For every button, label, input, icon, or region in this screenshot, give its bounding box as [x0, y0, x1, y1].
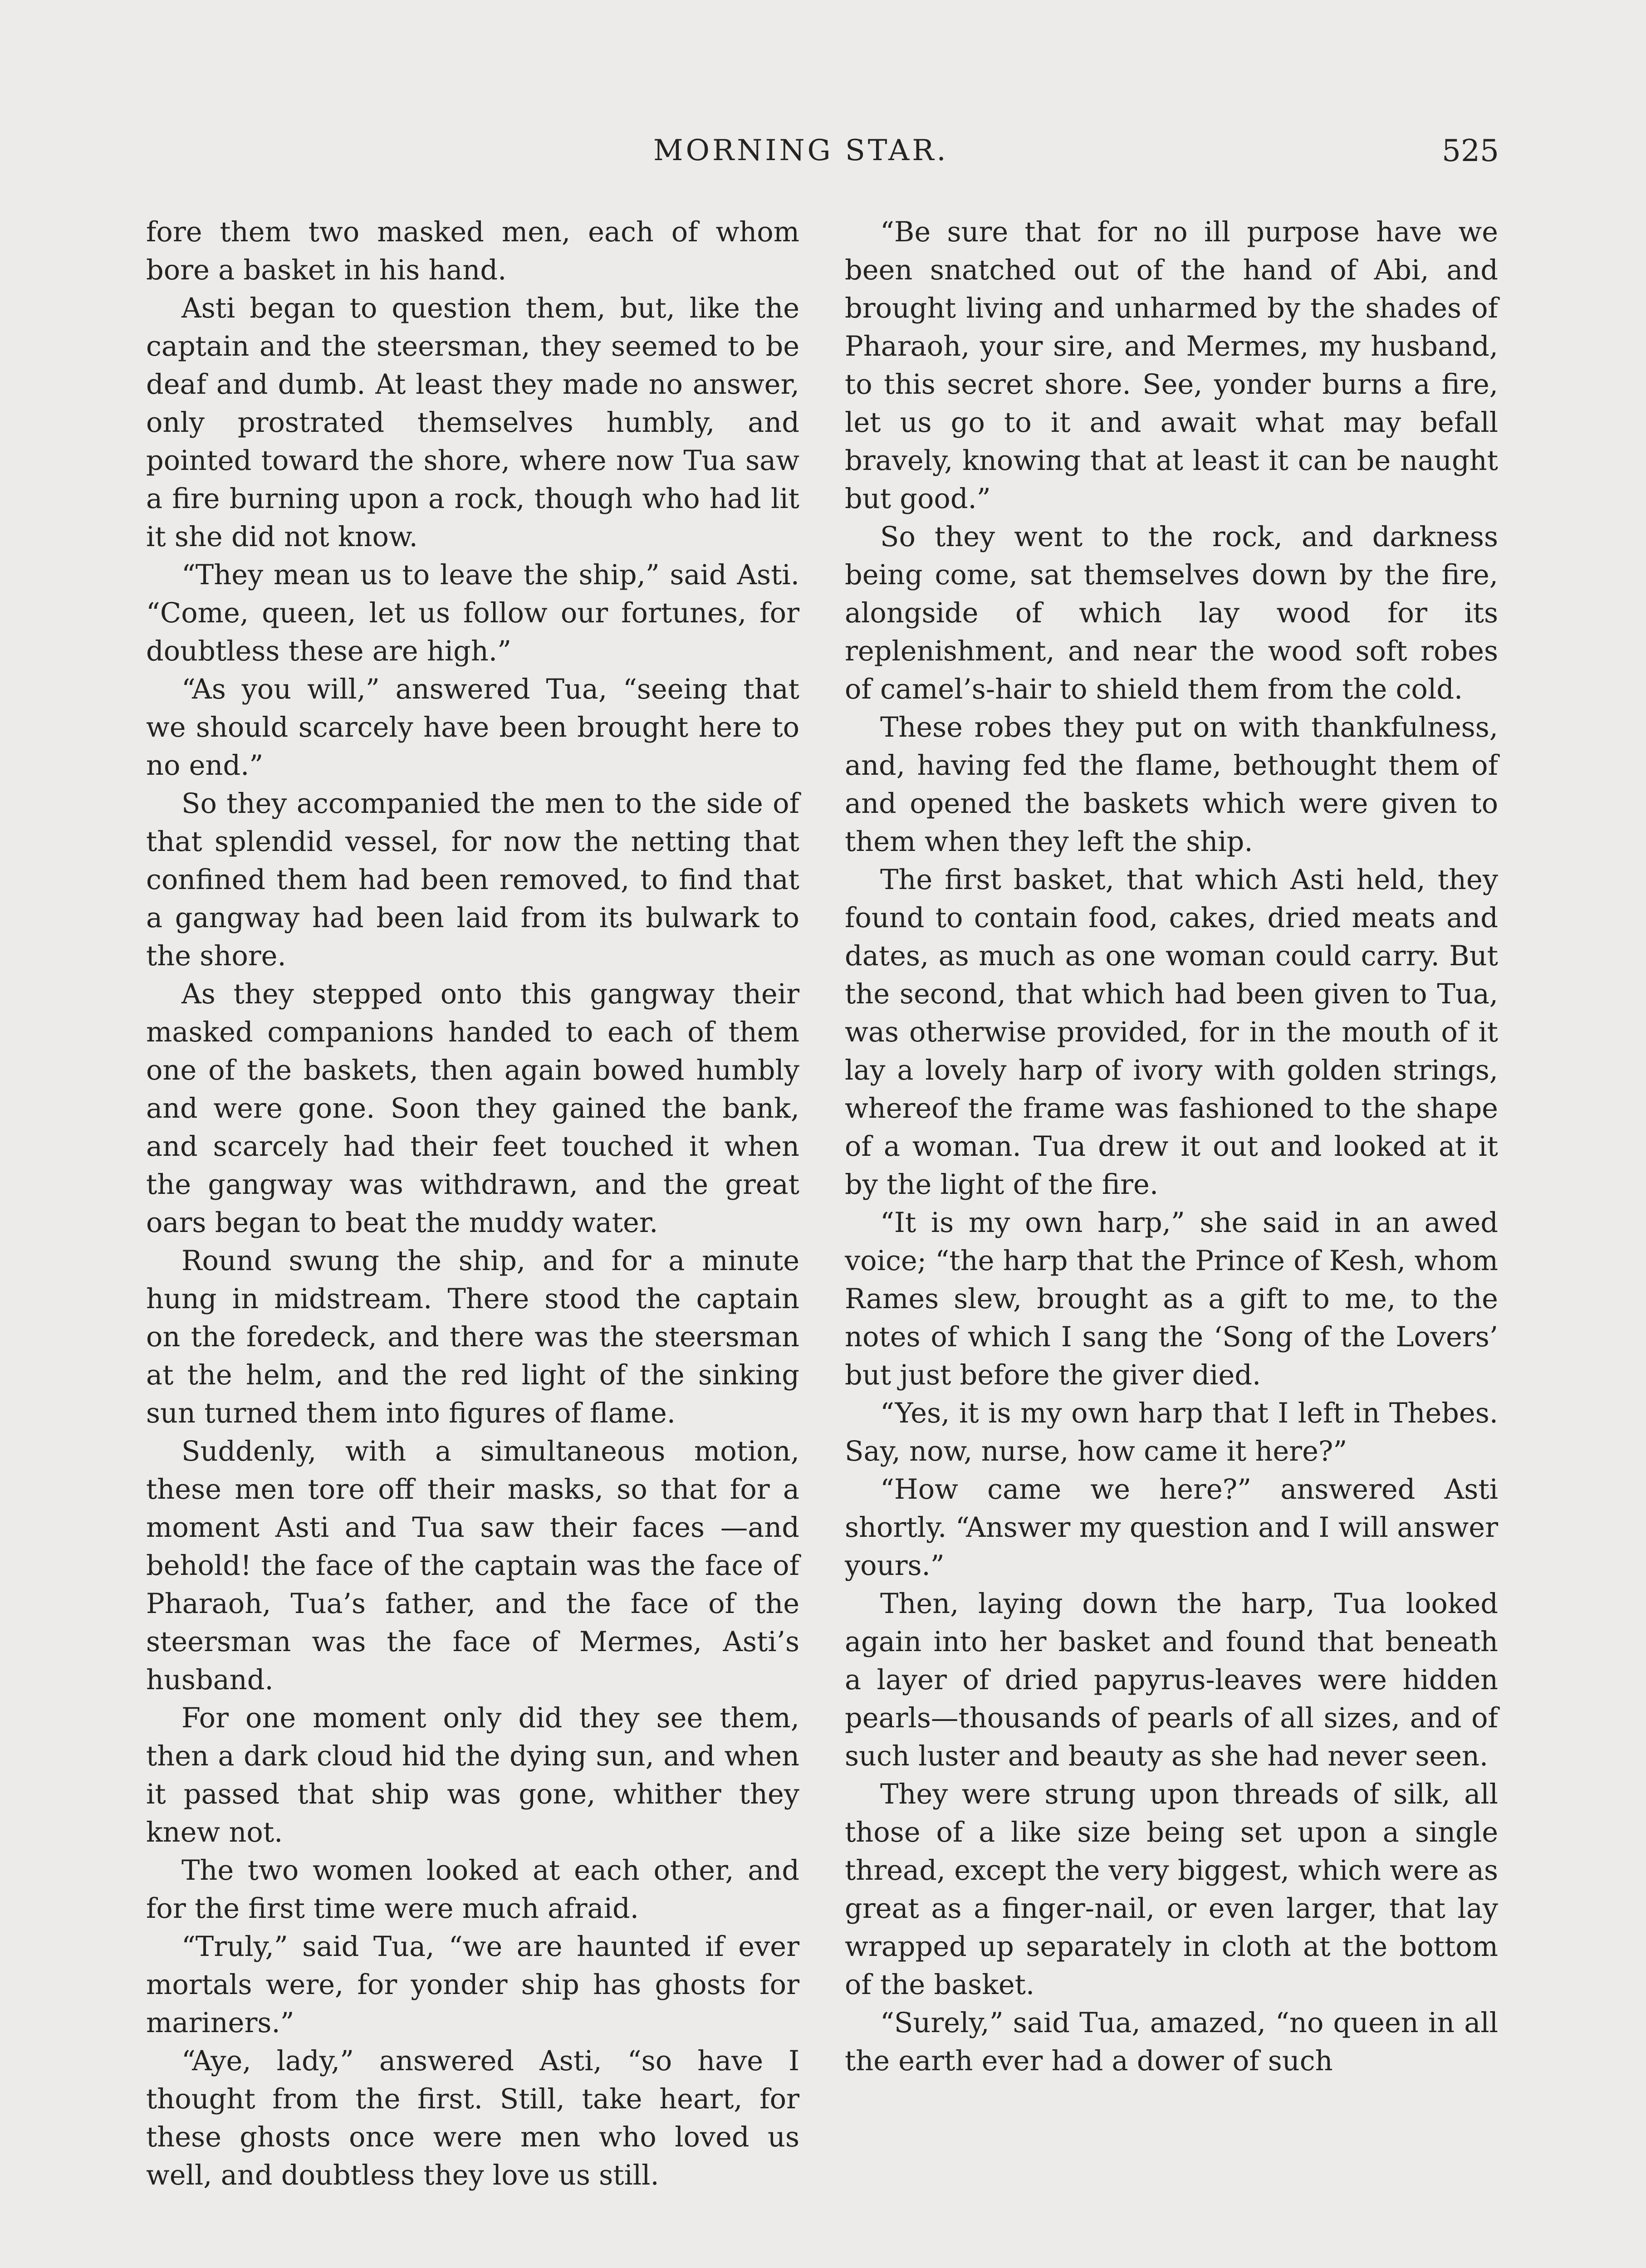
paragraph: “It is my own harp,” she said in an awed voice; “the harp that the Prince of Kesh, whom Rames slew, brought as a gift to me, to the notes of which I sang the ‘Song of the Lovers’ but just before the giver died. [845, 1207, 1498, 1391]
paragraph: Asti began to question them, but, like the captain and the steersman, they seemed to be deaf and dumb. At least they made no answer, only prostrated themselves humbly, and pointed toward the shore, where now Tua saw a fire burning upon a rock, though who had lit it she did not know. [146, 293, 799, 553]
paragraph: The first basket, that which Asti held, they found to contain food, cakes, dried meats and dates, as much as one woman could carry. But the second, that which had been given to Tua, was otherwise provided, for in the mouth of it lay a lovely harp of ivory with golden strings, whereof the frame was fashioned to the shape of a woman. Tua drew it out and looked at it by the light of the fire. [845, 864, 1498, 1201]
paragraph: Suddenly, with a simultaneous motion, these men tore off their masks, so that for a moment Asti and Tua saw their faces —and behold! the face of the captain was the face of Pharaoh, Tua’s father, and the face of the steersman was the face of Mermes, Asti’s husband. [146, 1436, 799, 1696]
paragraph: “How came we here?” answered Asti shortly. “Answer my question and I will answer yours.” [845, 1474, 1498, 1582]
paragraph: These robes they put on with thankfulness, and, having fed the flame, bethought them of and opened the baskets which were given to them when they left the ship. [845, 712, 1498, 858]
paragraph: “They mean us to leave the ship,” said Asti. “Come, queen, let us follow our fortunes, for doubtless these are high.” [146, 559, 799, 667]
paragraph: “Truly,” said Tua, “we are haunted if ever mortals were, for yonder ship has ghosts for mariners.” [146, 1931, 799, 2039]
paragraph: So they accompanied the men to the side of that splendid vessel, for now the netting that confined them had been removed, to find that a gangway had been laid from its bulwark to the shore. [146, 788, 799, 972]
paragraph: They were strung upon threads of silk, all those of a like size being set upon a single thread, except the very biggest, which were as great as a finger-nail, or even larger, that lay wrapped up separately in cloth at the bottom of the basket. [845, 1779, 1498, 2001]
paragraph: Then, laying down the harp, Tua looked again into her basket and found that beneath a layer of dried papyrus-leaves were hidden pearls—thousands of pearls of all sizes, and of such luster and beauty as she had never seen. [845, 1588, 1498, 1772]
paragraph: Round swung the ship, and for a minute hung in midstream. There stood the captain on the foredeck, and there was the steersman at the helm, and the red light of the sinking sun turned them into figures of flame. [146, 1245, 799, 1429]
paragraph: “Aye, lady,” answered Asti, “so have I thought from the first. Still, take heart, for these ghosts once were men who loved us well, and doubtless they love us still. [146, 2045, 799, 2191]
paragraph: fore them two masked men, each of whom bore a basket in his hand. [146, 216, 799, 286]
paragraph: “Yes, it is my own harp that I left in Thebes. Say, now, nurse, how came it here?” [845, 1398, 1498, 1467]
paragraph: “Be sure that for no ill purpose have we been snatched out of the hand of Abi, and brought living and unharmed by the shades of Pharaoh, your sire, and Mermes, my husband, to this secret shore. See, yonder burns a fire, let us go to it and await what may befall bravely, knowing that at least it can be naught but good.” [845, 216, 1498, 515]
running-header: MORNING STAR. [653, 134, 949, 167]
paragraph: “As you will,” answered Tua, “seeing that we should scarcely have been brought here to no end.” [146, 674, 799, 782]
page-number: 525 [1442, 133, 1499, 168]
left-column [146, 213, 799, 2195]
right-column [845, 213, 1498, 2080]
paragraph: For one moment only did they see them, then a dark cloud hid the dying sun, and when it passed that ship was gone, whither they knew not. [146, 1702, 799, 1848]
paragraph: “Surely,” said Tua, amazed, “no queen in all the earth ever had a dower of such [845, 2007, 1498, 2077]
paragraph: As they stepped onto this gangway their masked companions handed to each of them one of the baskets, then again bowed humbly and were gone. Soon they gained the bank, and scarcely had their feet touched it when the gangway was withdrawn, and the great oars began to beat the muddy water. [146, 978, 799, 1239]
paragraph: The two women looked at each other, and for the first time were much afraid. [146, 1855, 799, 1925]
paragraph: So they went to the rock, and darkness being come, sat themselves down by the fire, alongside of which lay wood for its replenishment, and near the wood soft robes of camel’s-hair to shield them from the cold. [845, 521, 1498, 705]
